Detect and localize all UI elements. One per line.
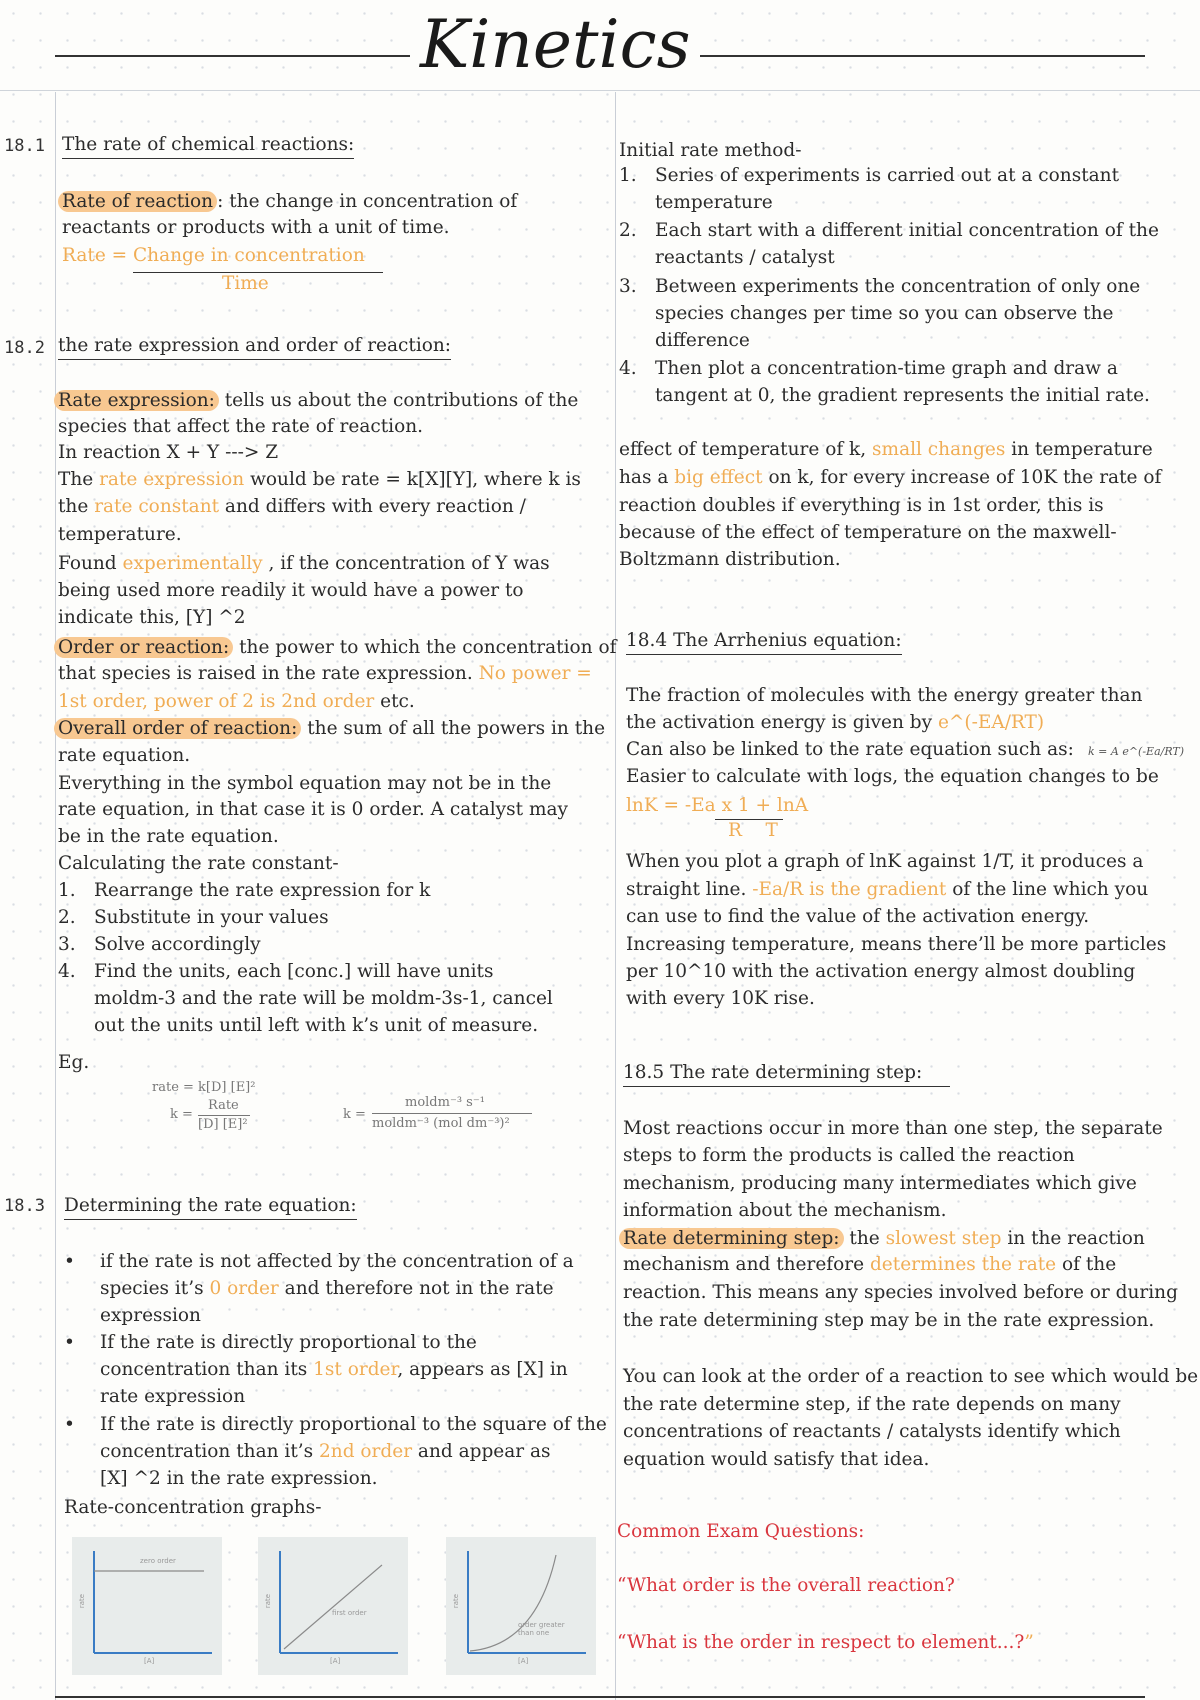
text-line: difference [655, 330, 750, 351]
text-line: The rate expression would be rate = k[X][Y], where k is [58, 469, 581, 490]
text-line: rate equation, in that case it is 0 order. A catalyst may [58, 799, 568, 820]
highlight-term: Rate of reaction [58, 191, 217, 212]
text-line: indicate this, [Y] ^2 [58, 607, 246, 628]
section-heading: 18.5 The rate determining step: [623, 1060, 950, 1086]
list-item: 3. Between experiments the concentration of only one [619, 276, 1141, 297]
left-margin-line [55, 92, 56, 1700]
list-item: 4. Find the units, each [conc.] will have units [58, 961, 494, 982]
curve-label: first order [332, 1609, 367, 1617]
text-line: [X] ^2 in the rate expression. [100, 1468, 378, 1489]
section-heading: Determining the rate equation: [64, 1193, 357, 1219]
text-line: Easier to calculate with logs, the equation changes to be [626, 766, 1159, 787]
fraction-bar [198, 1115, 250, 1116]
text-line: Most reactions occur in more than one step, the separate [623, 1118, 1163, 1139]
log-equation: lnK = -Ea x 1 + lnA [626, 795, 809, 816]
text-line: the activation energy is given by e^(-EA/RT) [626, 712, 1045, 733]
list-item: 2. Each start with a different initial concentration of the [619, 220, 1159, 241]
text-line: rate equation. [58, 745, 191, 766]
equation-units-lhs: k = [343, 1107, 366, 1122]
text-line: In reaction X + Y ---> Z [58, 442, 279, 463]
text-line: concentrations of reactants / catalysts identify which [623, 1421, 1121, 1442]
text-line: Can also be linked to the rate equation such as: [626, 739, 1074, 760]
text-line: if the rate is not affected by the concentration of a [100, 1251, 574, 1272]
text-line: mechanism and therefore determines the rate of the [623, 1254, 1117, 1275]
graph-first-order-plot [258, 1537, 408, 1675]
text-line: Rate expression: tells us about the contributions of the [58, 388, 578, 414]
text-line: tangent at 0, the gradient represents the initial rate. [655, 385, 1150, 406]
graph-zero-order [72, 1537, 222, 1675]
section-heading: 18.4 The Arrhenius equation: [626, 628, 902, 654]
text-line: You can look at the order of a reaction to see which would be [623, 1366, 1199, 1387]
bullet-item: • [64, 1251, 75, 1272]
formula-numerator: Rate = Change in concentration [62, 245, 365, 266]
text-line: concentration than it’s 2nd order and appear as [100, 1441, 551, 1462]
text-line: Calculating the rate constant- [58, 853, 339, 874]
text-line: the rate determine step, if the rate depends on many [623, 1394, 1121, 1415]
highlight-term: Rate determining step: [619, 1228, 844, 1249]
text-line: reaction doubles if everything is in 1st order, this is [619, 495, 1104, 516]
equation-units-den: moldm⁻³ (mol dm⁻³)² [372, 1116, 510, 1131]
text-line: being used more readily it would have a power to [58, 580, 524, 601]
text-line: moldm-3 and the rate will be moldm-3s-1, cancel [94, 988, 553, 1009]
equation-rate: rate = k[D] [E]² [152, 1080, 256, 1095]
list-item: 2. Substitute in your values [58, 907, 329, 928]
section-number: 18.3 [4, 1196, 45, 1216]
bottom-rule [55, 1696, 1145, 1698]
text-line: Overall order of reaction: the sum of all the powers in the [58, 716, 605, 742]
list-item: 1. Series of experiments is carried out at a constant [619, 165, 1120, 186]
highlight-term: Order or reaction: [54, 637, 233, 658]
text-line: equation would satisfy that idea. [623, 1449, 930, 1470]
text-line: reactants / catalyst [655, 247, 835, 268]
list-item: 3. Solve accordingly [58, 934, 261, 955]
text-line: reaction. This means any species involved before or during [623, 1282, 1178, 1303]
text-line: mechanism, producing many intermediates which give [623, 1173, 1137, 1194]
equation-units-num: moldm⁻³ s⁻¹ [405, 1095, 485, 1110]
text-line: Eg. [58, 1052, 90, 1073]
equation-k-lhs: k = [170, 1107, 193, 1122]
text-line: steps to form the products is called the reaction [623, 1145, 1075, 1166]
text-line: because of the effect of temperature on the maxwell- [619, 522, 1117, 543]
text-line: If the rate is directly proportional to the [100, 1332, 477, 1353]
text-line: Order or reaction: the power to which the concentration of [58, 635, 616, 661]
text-line: The fraction of molecules with the energy greater than [626, 685, 1143, 706]
x-axis-label: [A] [518, 1657, 529, 1665]
text-line: per 10^10 with the activation energy almost doubling [626, 961, 1136, 982]
text-line: Everything in the symbol equation may not be in the [58, 773, 552, 794]
text-line: the rate constant and differs with every reaction / [58, 496, 526, 517]
exam-question: “What order is the overall reaction? [617, 1575, 955, 1596]
text-line: with every 10K rise. [626, 988, 815, 1009]
section-heading: The rate of chemical reactions: [62, 132, 354, 158]
text-line: reactants or products with a unit of time. [62, 217, 450, 238]
text-line: effect of temperature of k, small changes in temperature [619, 439, 1153, 460]
text-line: Found experimentally , if the concentration of Y was [58, 553, 550, 574]
text-line: 1st order, power of 2 is 2nd order etc. [58, 691, 415, 712]
text-line: the rate determining step may be in the rate expression. [623, 1310, 1155, 1331]
bullet-item: • [64, 1414, 75, 1435]
text-line: If the rate is directly proportional to the square of the [100, 1414, 607, 1435]
text-line: Rate determining step: the slowest step in the reaction [623, 1226, 1145, 1252]
fraction-bar [372, 1113, 532, 1114]
text-line: temperature [655, 192, 773, 213]
equation-k-den: [D] [E]² [198, 1117, 248, 1132]
text-line: information about the mechanism. [623, 1200, 947, 1221]
log-equation-denominator: R T [728, 820, 778, 841]
highlight-term: Overall order of reaction: [54, 718, 301, 739]
text-line: concentration than its 1st order, appears as [X] in [100, 1359, 568, 1380]
y-axis-label: rate [452, 1593, 461, 1609]
text-line: Boltzmann distribution. [619, 549, 841, 570]
graph-higher-order-plot [446, 1537, 596, 1675]
bullet-item: • [64, 1332, 75, 1353]
graph-first-order [258, 1537, 408, 1675]
text-line: When you plot a graph of lnK against 1/T, it produces a [626, 851, 1144, 872]
exam-question: “What is the order in respect to element...?” [617, 1632, 1034, 1653]
exam-questions-heading: Common Exam Questions: [617, 1521, 865, 1542]
formula-denominator: Time [222, 273, 269, 294]
curve-label: zero order [140, 1557, 176, 1565]
highlight-term: Rate expression: [54, 390, 219, 411]
text-line: that species is raised in the rate expression. No power = [58, 663, 592, 684]
text-line: out the units until left with k’s unit of measure. [94, 1015, 539, 1036]
graph-higher-order [446, 1537, 596, 1675]
text-line: species changes per time so you can observe the [655, 303, 1114, 324]
page-title: Kinetics [410, 0, 700, 90]
list-item: 1. Rearrange the rate expression for k [58, 880, 431, 901]
list-item: 4. Then plot a concentration-time graph and draw a [619, 358, 1118, 379]
equation-k-num: Rate [208, 1098, 239, 1113]
text-line: Rate-concentration graphs- [64, 1497, 322, 1518]
text-line: species it’s 0 order and therefore not in the rate [100, 1278, 554, 1299]
text-line: rate expression [100, 1386, 246, 1407]
arrhenius-equation: k = A e^(-Ea/RT) [1088, 745, 1185, 758]
x-axis-label: [A] [330, 1657, 341, 1665]
text-line: straight line. -Ea/R is the gradient of the line which you [626, 879, 1149, 900]
text-line: Increasing temperature, means there’ll be more particles [626, 934, 1167, 955]
text-line: expression [100, 1305, 201, 1326]
text-line: temperature. [58, 524, 182, 545]
text-line: has a big effect on k, for every increase of 10K the rate of [619, 467, 1162, 488]
section-number: 18.1 [4, 136, 45, 156]
section-heading: the rate expression and order of reaction: [58, 333, 451, 359]
column-divider [615, 92, 616, 1700]
section-number: 18.2 [4, 338, 45, 358]
text-line: can use to find the value of the activation energy. [626, 906, 1090, 927]
header-divider [0, 90, 1200, 91]
text-line: be in the rate equation. [58, 826, 279, 847]
curve-label: order greater than one [518, 1621, 565, 1637]
text-line: Rate of reaction : the change in concentration of [62, 189, 517, 215]
y-axis-label: rate [78, 1593, 87, 1609]
text-line: species that affect the rate of reaction. [58, 416, 424, 437]
x-axis-label: [A] [144, 1657, 155, 1665]
y-axis-label: rate [264, 1593, 273, 1609]
subheading: Initial rate method- [619, 140, 802, 161]
